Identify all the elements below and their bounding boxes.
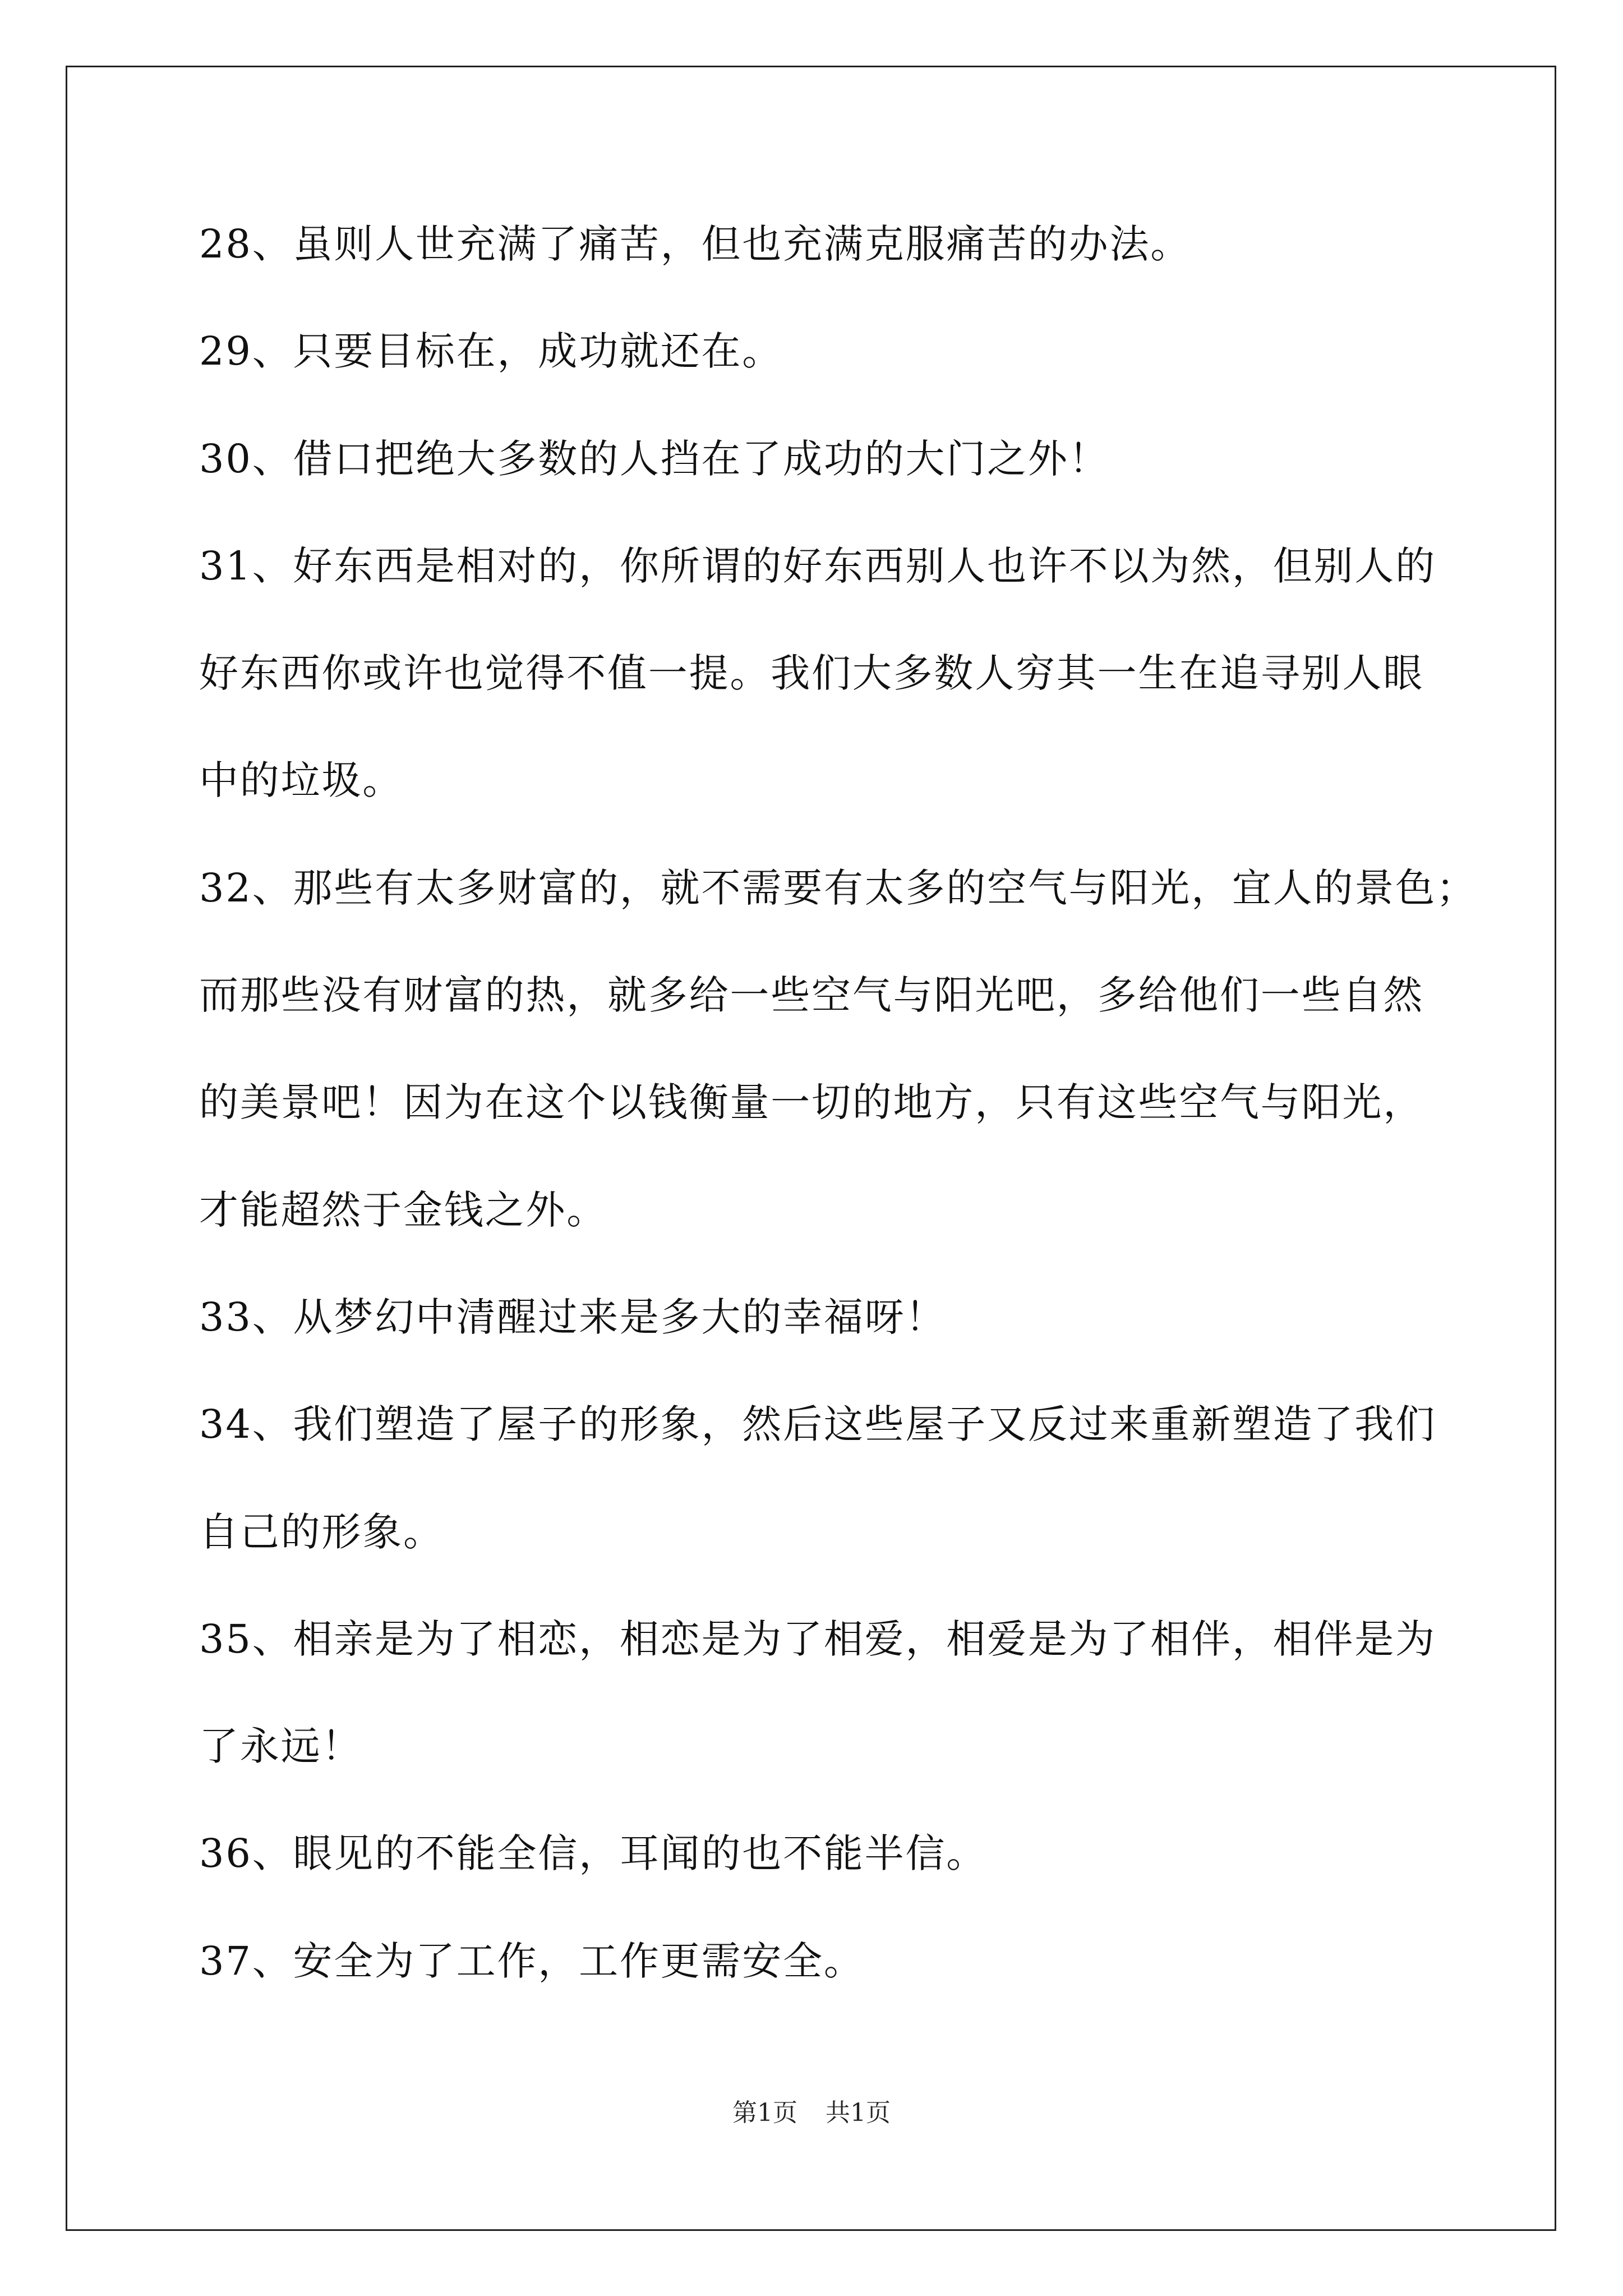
text-line: 的美景吧！因为在这个以钱衡量一切的地方，只有这些空气与阳光，	[199, 1079, 1424, 1126]
text-line: 30、借口把绝大多数的人挡在了成功的大门之外！	[199, 435, 1110, 482]
text-line: 36、眼见的不能全信，耳闻的也不能半信。	[199, 1830, 988, 1877]
text-line: 29、只要目标在，成功就还在。	[199, 328, 783, 375]
text-line: 才能超然于金钱之外。	[199, 1186, 607, 1233]
text-line: 28、虽则人世充满了痛苦，但也充满克服痛苦的办法。	[199, 221, 1192, 267]
text-line: 35、相亲是为了相恋，相恋是为了相爱，相爱是为了相伴，相伴是为	[199, 1616, 1436, 1662]
text-line: 自己的形象。	[199, 1508, 444, 1555]
page-footer	[0, 2101, 1623, 2125]
text-line: 33、从梦幻中清醒过来是多大的幸福呀！	[199, 1294, 947, 1340]
page-number-total: 共1页	[826, 2099, 891, 2127]
document-body	[199, 221, 1477, 2049]
text-line: 31、好东西是相对的，你所谓的好东西别人也许不以为然，但别人的	[199, 542, 1436, 589]
text-line: 了永远！	[199, 1723, 363, 1770]
page-number-current: 第1页	[732, 2099, 797, 2127]
text-line: 34、我们塑造了屋子的形象，然后这些屋子又反过来重新塑造了我们	[199, 1401, 1436, 1448]
text-line: 中的垃圾。	[199, 757, 403, 804]
text-line: 好东西你或许也觉得不值一提。我们大多数人穷其一生在追寻别人眼	[199, 650, 1424, 697]
text-line: 32、那些有太多财富的，就不需要有太多的空气与阳光，宜人的景色；	[199, 864, 1477, 911]
text-line: 而那些没有财富的热，就多给一些空气与阳光吧，多给他们一些自然	[199, 972, 1424, 1019]
text-line: 37、安全为了工作，工作更需安全。	[199, 1938, 865, 1984]
